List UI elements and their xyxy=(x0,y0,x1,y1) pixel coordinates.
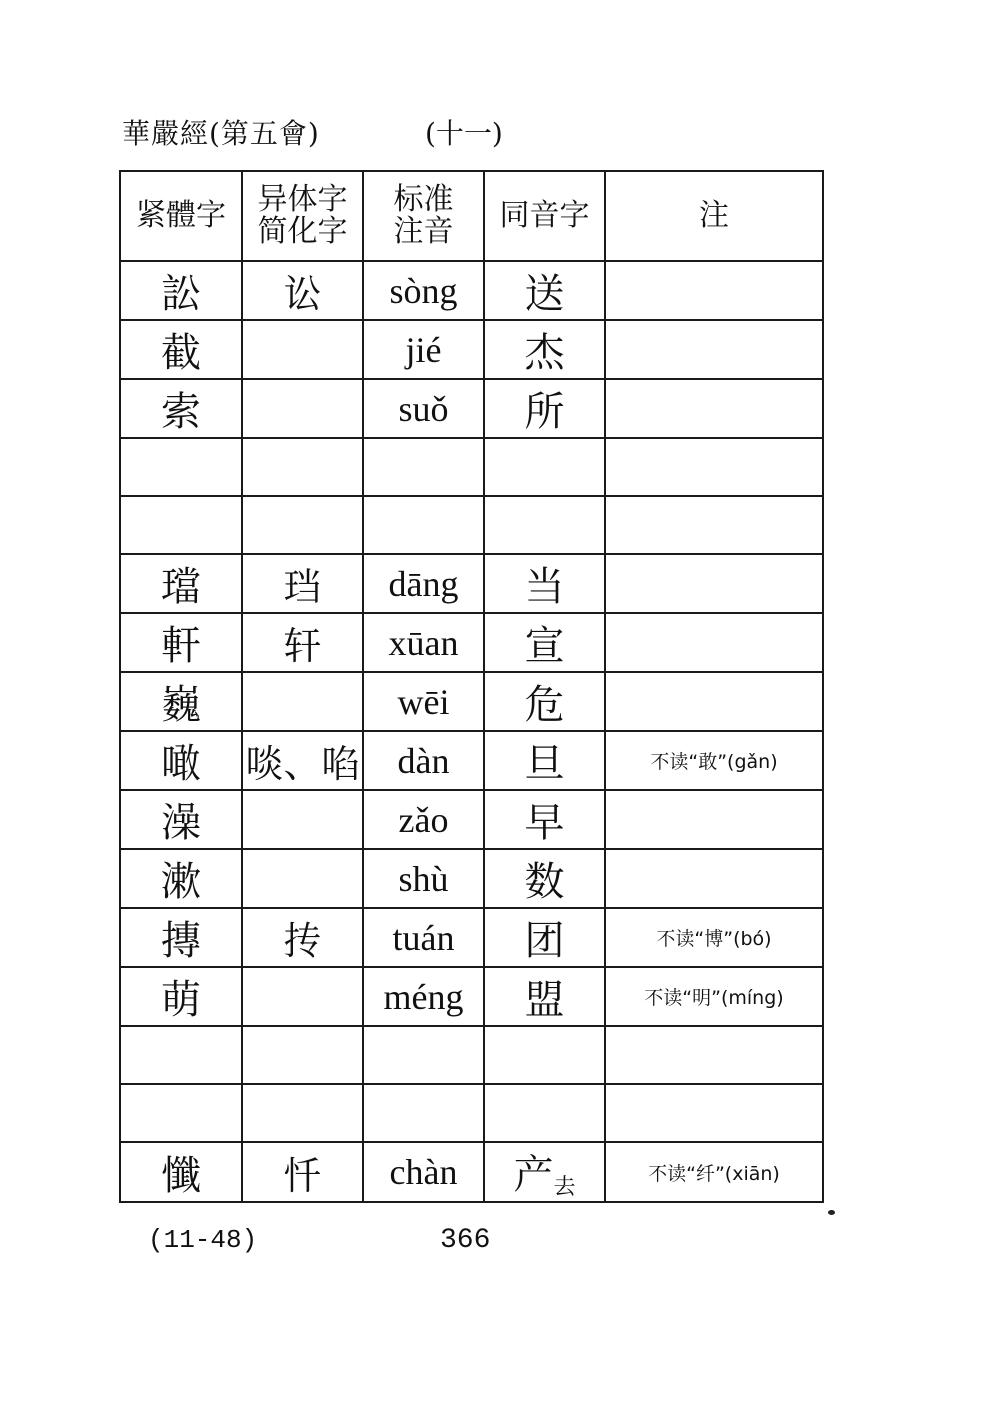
variant-char-cell xyxy=(242,1142,363,1202)
section-number: (十一) xyxy=(425,117,503,150)
pinyin-cell-text: chàn xyxy=(389,1152,458,1192)
homophone-cell xyxy=(484,1142,605,1202)
traditional-char-cell xyxy=(120,613,242,672)
traditional-char-cell-text: 索 xyxy=(161,389,201,435)
homophone-cell-text: 团 xyxy=(524,918,565,964)
pinyin-cell xyxy=(363,967,484,1026)
pinyin-cell xyxy=(363,613,484,672)
traditional-char-cell-text: 澡 xyxy=(161,800,201,846)
note-cell xyxy=(605,672,823,731)
scan-speck xyxy=(828,1210,835,1215)
homophone-cell xyxy=(484,967,605,1026)
homophone-cell xyxy=(484,672,605,731)
column-header-traditional: 紧體字 xyxy=(120,171,242,261)
traditional-char-cell xyxy=(120,849,242,908)
pronunciation-table xyxy=(119,170,824,1203)
homophone-cell xyxy=(484,379,605,438)
traditional-char-cell-text: 懺 xyxy=(161,1152,201,1199)
pinyin-cell-text: méng xyxy=(383,976,464,1017)
pinyin-cell xyxy=(363,790,484,849)
pinyin-cell xyxy=(363,1026,484,1084)
table-row xyxy=(120,849,823,908)
traditional-char-cell xyxy=(120,554,242,613)
table-row xyxy=(120,379,823,438)
pinyin-cell xyxy=(363,849,484,908)
homophone-cell xyxy=(484,1026,605,1084)
pinyin-cell-text: dāng xyxy=(388,563,459,604)
homophone-cell-text: 所 xyxy=(524,389,565,435)
traditional-char-cell xyxy=(120,1026,242,1084)
variant-char-cell-text: 珰 xyxy=(283,565,322,609)
note-cell xyxy=(605,790,823,849)
pinyin-cell xyxy=(363,731,484,790)
homophone-cell xyxy=(484,261,605,320)
homophone-cell xyxy=(484,554,605,613)
pinyin-cell-text: jié xyxy=(405,329,442,370)
traditional-char-cell xyxy=(120,438,242,496)
variant-char-cell xyxy=(242,849,363,908)
homophone-cell-text: 送 xyxy=(524,271,565,317)
pinyin-cell-text: xūan xyxy=(388,622,459,663)
traditional-char-cell-text: 訟 xyxy=(161,271,201,317)
homophone-cell xyxy=(484,731,605,790)
pinyin-cell-text: suǒ xyxy=(398,388,449,429)
table-row xyxy=(120,496,823,554)
traditional-char-cell-text: 截 xyxy=(161,330,201,376)
note-cell xyxy=(605,908,823,967)
homophone-cell-text: 旦 xyxy=(524,741,565,787)
homophone-cell-text: 杰 xyxy=(524,330,565,376)
note-cell xyxy=(605,1026,823,1084)
pinyin-cell xyxy=(363,908,484,967)
homophone-cell xyxy=(484,790,605,849)
variant-char-cell-text: 啖、啗 xyxy=(245,742,360,786)
table-row xyxy=(120,438,823,496)
variant-char-cell xyxy=(242,554,363,613)
pinyin-cell-text: dàn xyxy=(397,740,450,781)
pinyin-cell xyxy=(363,672,484,731)
note-cell-text: 不读“明”(míng) xyxy=(644,987,784,1009)
column-header-variant: 异体字 简化字 xyxy=(242,171,363,261)
note-cell xyxy=(605,731,823,790)
note-cell-text: 不读“敢”(gǎn) xyxy=(650,751,778,773)
traditional-char-cell-text: 漱 xyxy=(161,859,201,905)
traditional-char-cell xyxy=(120,320,242,379)
note-cell xyxy=(605,967,823,1026)
variant-char-cell-text: 忏 xyxy=(283,1153,322,1198)
traditional-char-cell xyxy=(120,967,242,1026)
note-cell xyxy=(605,379,823,438)
column-header-pinyin: 标准 注音 xyxy=(363,171,484,261)
variant-char-cell xyxy=(242,379,363,438)
homophone-cell xyxy=(484,849,605,908)
note-cell xyxy=(605,438,823,496)
homophone-cell-text: 数 xyxy=(524,859,565,905)
variant-char-cell xyxy=(242,908,363,967)
traditional-char-cell xyxy=(120,731,242,790)
variant-char-cell xyxy=(242,438,363,496)
volume-code: (11-48) xyxy=(148,1225,258,1255)
variant-char-cell xyxy=(242,731,363,790)
pinyin-cell xyxy=(363,554,484,613)
table-row xyxy=(120,1142,823,1202)
note-cell xyxy=(605,320,823,379)
pinyin-cell-text: zǎo xyxy=(398,799,449,840)
variant-char-cell-text: 讼 xyxy=(283,272,322,316)
traditional-char-cell xyxy=(120,1084,242,1142)
note-cell xyxy=(605,613,823,672)
traditional-char-cell xyxy=(120,379,242,438)
table-row xyxy=(120,672,823,731)
table-row xyxy=(120,731,823,790)
table-header-row xyxy=(120,171,823,261)
table-row xyxy=(120,261,823,320)
variant-char-cell xyxy=(242,261,363,320)
homophone-cell-text: 盟 xyxy=(524,977,565,1023)
traditional-char-cell-text: 巍 xyxy=(161,682,201,728)
note-cell xyxy=(605,849,823,908)
traditional-char-cell-text: 軒 xyxy=(161,623,201,669)
homophone-cell-text: 早 xyxy=(524,800,565,846)
traditional-char-cell xyxy=(120,908,242,967)
homophone-cell-text: 当 xyxy=(524,564,565,610)
note-cell xyxy=(605,261,823,320)
variant-char-cell xyxy=(242,672,363,731)
variant-char-cell-text: 抟 xyxy=(283,919,322,963)
variant-char-cell xyxy=(242,320,363,379)
pinyin-cell-text: wēi xyxy=(397,681,450,722)
page-number: 366 xyxy=(440,1225,491,1256)
homophone-cell xyxy=(484,496,605,554)
table-row xyxy=(120,967,823,1026)
homophone-cell xyxy=(484,438,605,496)
note-cell xyxy=(605,1084,823,1142)
note-cell-text: 不读“博”(bó) xyxy=(656,928,772,950)
pinyin-cell xyxy=(363,379,484,438)
pinyin-cell xyxy=(363,320,484,379)
traditional-char-cell xyxy=(120,496,242,554)
pinyin-cell-text: shù xyxy=(398,858,449,899)
traditional-char-cell xyxy=(120,672,242,731)
variant-char-cell xyxy=(242,1084,363,1142)
pinyin-cell xyxy=(363,1084,484,1142)
table-row xyxy=(120,320,823,379)
variant-char-cell xyxy=(242,496,363,554)
table-row xyxy=(120,908,823,967)
pinyin-cell-text: sòng xyxy=(389,270,458,311)
variant-char-cell-text: 轩 xyxy=(283,624,322,668)
column-header-homophone: 同音字 xyxy=(484,171,605,261)
note-cell xyxy=(605,496,823,554)
homophone-cell xyxy=(484,908,605,967)
note-cell xyxy=(605,1142,823,1202)
table-row xyxy=(120,1026,823,1084)
table-row xyxy=(120,554,823,613)
homophone-cell-text: 产 xyxy=(513,1152,554,1198)
homophone-cell xyxy=(484,320,605,379)
pinyin-cell xyxy=(363,496,484,554)
traditional-char-cell-text: 摶 xyxy=(161,918,201,964)
pinyin-cell xyxy=(363,1142,484,1202)
column-header-note: 注 xyxy=(605,171,823,261)
pinyin-cell xyxy=(363,438,484,496)
traditional-char-cell xyxy=(120,261,242,320)
homophone-cell xyxy=(484,613,605,672)
document-title: 華嚴經(第五會) xyxy=(122,117,320,150)
variant-char-cell xyxy=(242,790,363,849)
traditional-char-cell-text: 噉 xyxy=(161,741,201,787)
homophone-cell-text: 危 xyxy=(524,682,565,728)
tone-marker: 去 xyxy=(553,1175,576,1200)
traditional-char-cell xyxy=(120,790,242,849)
table-row xyxy=(120,1084,823,1142)
homophone-cell-text: 宣 xyxy=(524,623,565,669)
note-cell-text: 不读“纤”(xiān) xyxy=(648,1162,780,1185)
homophone-cell xyxy=(484,1084,605,1142)
note-cell xyxy=(605,554,823,613)
traditional-char-cell-text: 璫 xyxy=(161,564,201,610)
variant-char-cell xyxy=(242,1026,363,1084)
variant-char-cell xyxy=(242,967,363,1026)
traditional-char-cell-text: 萌 xyxy=(161,977,201,1023)
traditional-char-cell xyxy=(120,1142,242,1202)
table-row xyxy=(120,613,823,672)
table-row xyxy=(120,790,823,849)
pinyin-cell xyxy=(363,261,484,320)
pinyin-cell-text: tuán xyxy=(392,917,455,958)
variant-char-cell xyxy=(242,613,363,672)
